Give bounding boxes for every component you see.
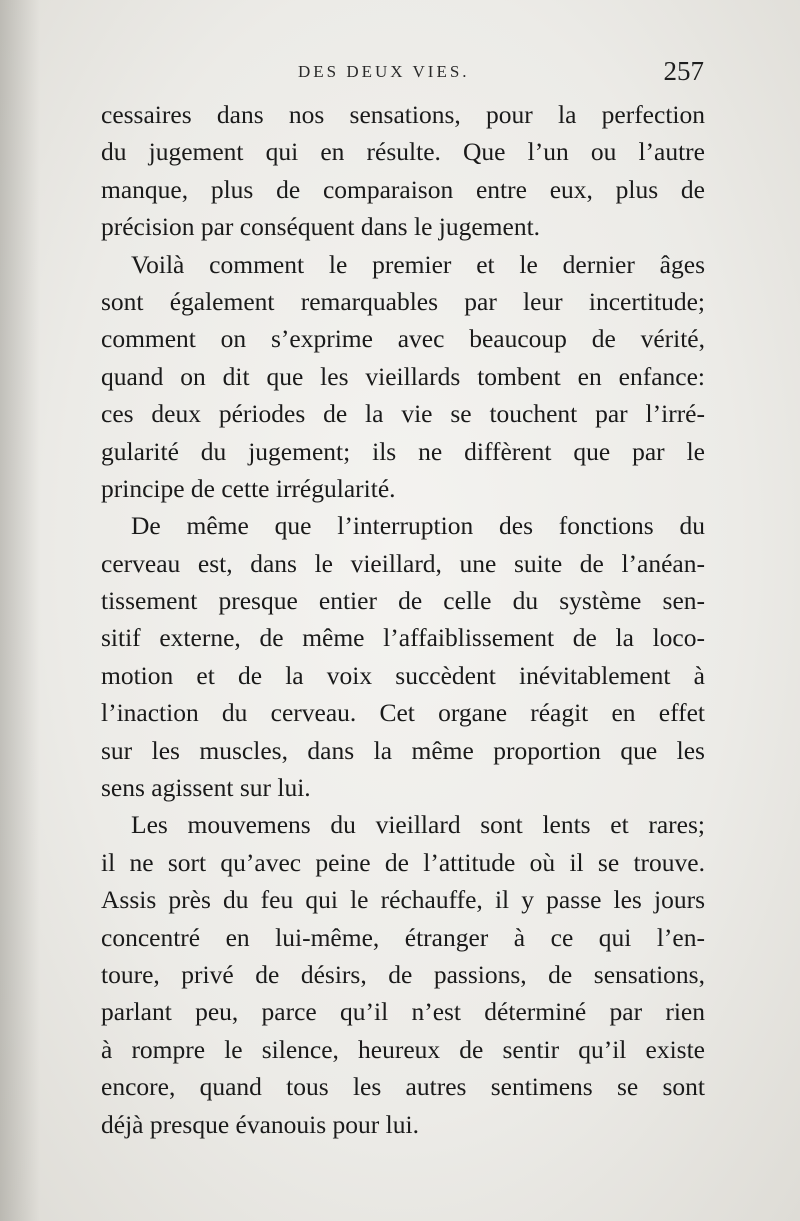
paragraph: [101, 96, 705, 246]
text-line: précision par conséquent dans le jugement.: [101, 212, 541, 242]
text-line: il ne sort qu’avec peine de l’attitude où il se trouve.: [101, 847, 705, 877]
gutter-shadow: [0, 0, 40, 1221]
text-line: du jugement qui en résulte. Que l’un ou l’autre: [101, 137, 705, 167]
text-line: motion et de la voix succèdent inévitablement à: [101, 660, 705, 690]
page-number: 257: [663, 56, 704, 86]
running-head: DES DEUX VIES.: [298, 62, 470, 81]
text-line: principe de cette irrégularité.: [101, 473, 396, 503]
text-line: gularité du jugement; ils ne diffèrent que par le: [101, 436, 705, 466]
paragraph: [101, 806, 705, 1143]
text-line: déjà presque évanouis pour lui.: [101, 1109, 419, 1139]
text-line: sur les muscles, dans la même proportion que les: [101, 735, 705, 765]
text-line: Voilà comment le premier et le dernier âges: [131, 249, 705, 279]
text-line: tissement presque entier de celle du système sen-: [101, 586, 705, 616]
page-header: [100, 56, 706, 90]
text-line: à rompre le silence, heureux de sentir qu’il existe: [101, 1034, 705, 1064]
text-line: sont également remarquables par leur incertitude;: [101, 286, 705, 316]
text-line: Les mouvemens du vieillard sont lents et rares;: [131, 810, 705, 840]
text-line: toure, privé de désirs, de passions, de sensations,: [101, 959, 705, 989]
paragraph: [101, 246, 705, 508]
paragraph: [101, 507, 705, 806]
text-line: quand on dit que les vieillards tombent en enfance:: [101, 361, 705, 391]
text-line: parlant peu, parce qu’il n’est déterminé par rien: [101, 997, 705, 1027]
text-line: cerveau est, dans le vieillard, une suite de l’anéan-: [101, 548, 705, 578]
text-line: De même que l’interruption des fonctions du: [131, 511, 705, 541]
text-line: cessaires dans nos sensations, pour la perfection: [101, 100, 705, 129]
text-line: l’inaction du cerveau. Cet organe réagit en effet: [101, 698, 705, 728]
text-line: comment on s’exprime avec beaucoup de vérité,: [101, 324, 705, 354]
text-line: concentré en lui-même, étranger à ce qui l’en-: [101, 922, 705, 952]
text-line: Assis près du feu qui le réchauffe, il y passe les jours: [101, 885, 705, 915]
text-line: sens agissent sur lui.: [101, 773, 311, 803]
text-line: sitif externe, de même l’affaiblissement de la loco-: [101, 623, 705, 653]
text-line: manque, plus de comparaison entre eux, plus de: [101, 174, 705, 204]
text-line: ces deux périodes de la vie se touchent par l’irré-: [101, 399, 705, 429]
text-line: encore, quand tous les autres sentimens se sont: [101, 1072, 705, 1102]
body-text: [101, 96, 705, 1143]
